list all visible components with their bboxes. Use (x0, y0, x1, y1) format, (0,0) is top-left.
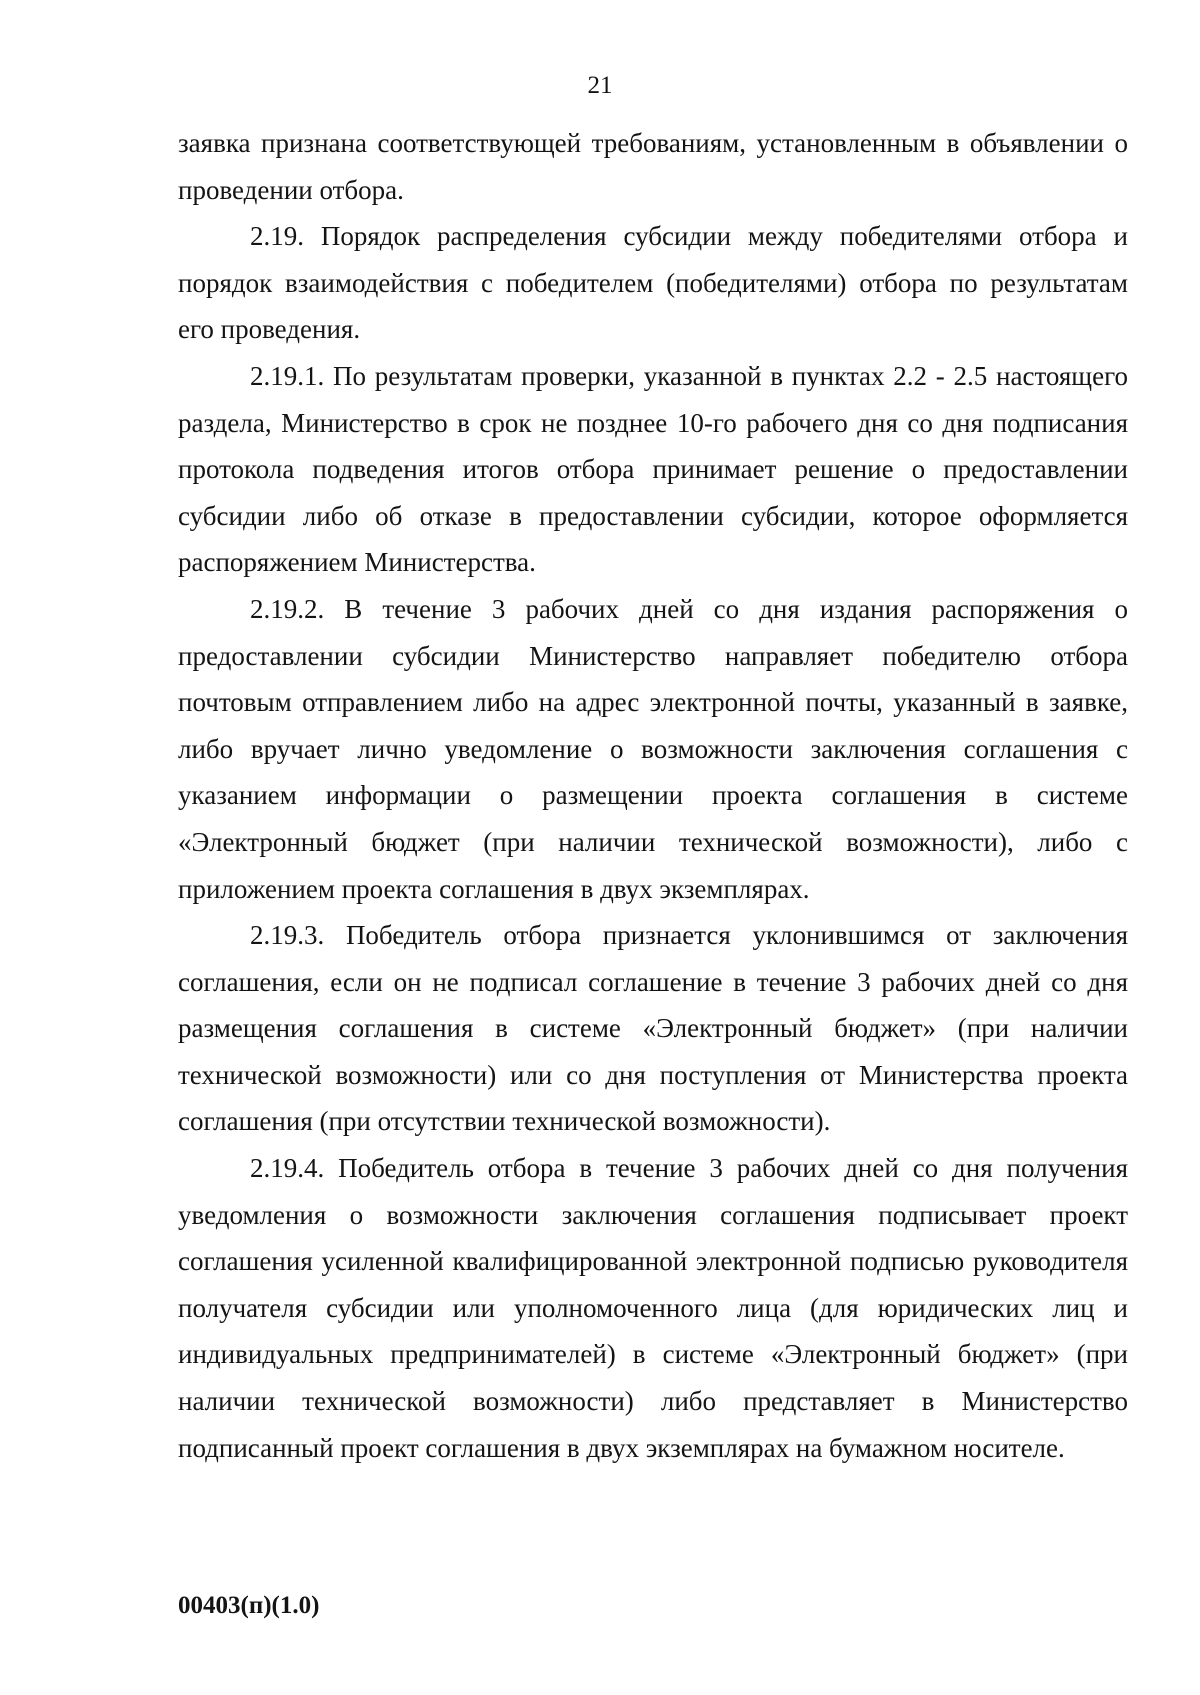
document-body (178, 120, 1128, 1471)
paragraph-2-19-1: 2.19.1. По результатам проверки, указанной в пунктах 2.2 - 2.5 настоящего раздела, Министерство в срок не позднее 10-го рабочего дня со дня подписания протокола подведения итогов отбора принимает решение о предоставлении субсидии либо об отказе в предоставлении субсидии, которое оформляется распоряжением Министерства. (178, 360, 1128, 578)
paragraph-2-19-2: 2.19.2. В течение 3 рабочих дней со дня издания распоряжения о предоставлении субсидии Министерство направляет победителю отбора почтовым отправлением либо на адрес электронной почты, указанный в заявке, либо вручает лично уведомление о возможности заключения соглашения с указанием информации о размещении проекта соглашения в системе «Электронный бюджет (при наличии технической возможности), либо с приложением проекта соглашения в двух экземплярах. (178, 593, 1128, 904)
paragraph-2-19-4: 2.19.4. Победитель отбора в течение 3 рабочих дней со дня получения уведомления о возможности заключения соглашения подписывает проект соглашения усиленной квалифицированной электронной подписью руководителя получателя субсидии или уполномоченного лица (для юридических лиц и индивидуальных предпринимателей) в системе «Электронный бюджет» (при наличии технической возможности) либо представляет в Министерство подписанный проект соглашения в двух экземплярах на бумажном носителе. (178, 1153, 1128, 1463)
footer-document-code: 00403(п)(1.0) (178, 1592, 320, 1619)
paragraph-continuation: заявка признана соответствующей требованиям, установленным в объявлении о проведении отбора. (178, 128, 1128, 205)
paragraph-2-19-3: 2.19.3. Победитель отбора признается уклонившимся от заключения соглашения, если он не подписал соглашение в течение 3 рабочих дней со дня размещения соглашения в системе «Электронный бюджет» (при наличии технической возможности) или со дня поступления от Министерства проекта соглашения (при отсутствии технической возможности). (178, 920, 1128, 1137)
paragraph-2-19: 2.19. Порядок распределения субсидии между победителями отбора и порядок взаимодействия с победителем (победителями) отбора по результатам его проведения. (178, 221, 1128, 345)
page-number: 21 (587, 72, 613, 99)
